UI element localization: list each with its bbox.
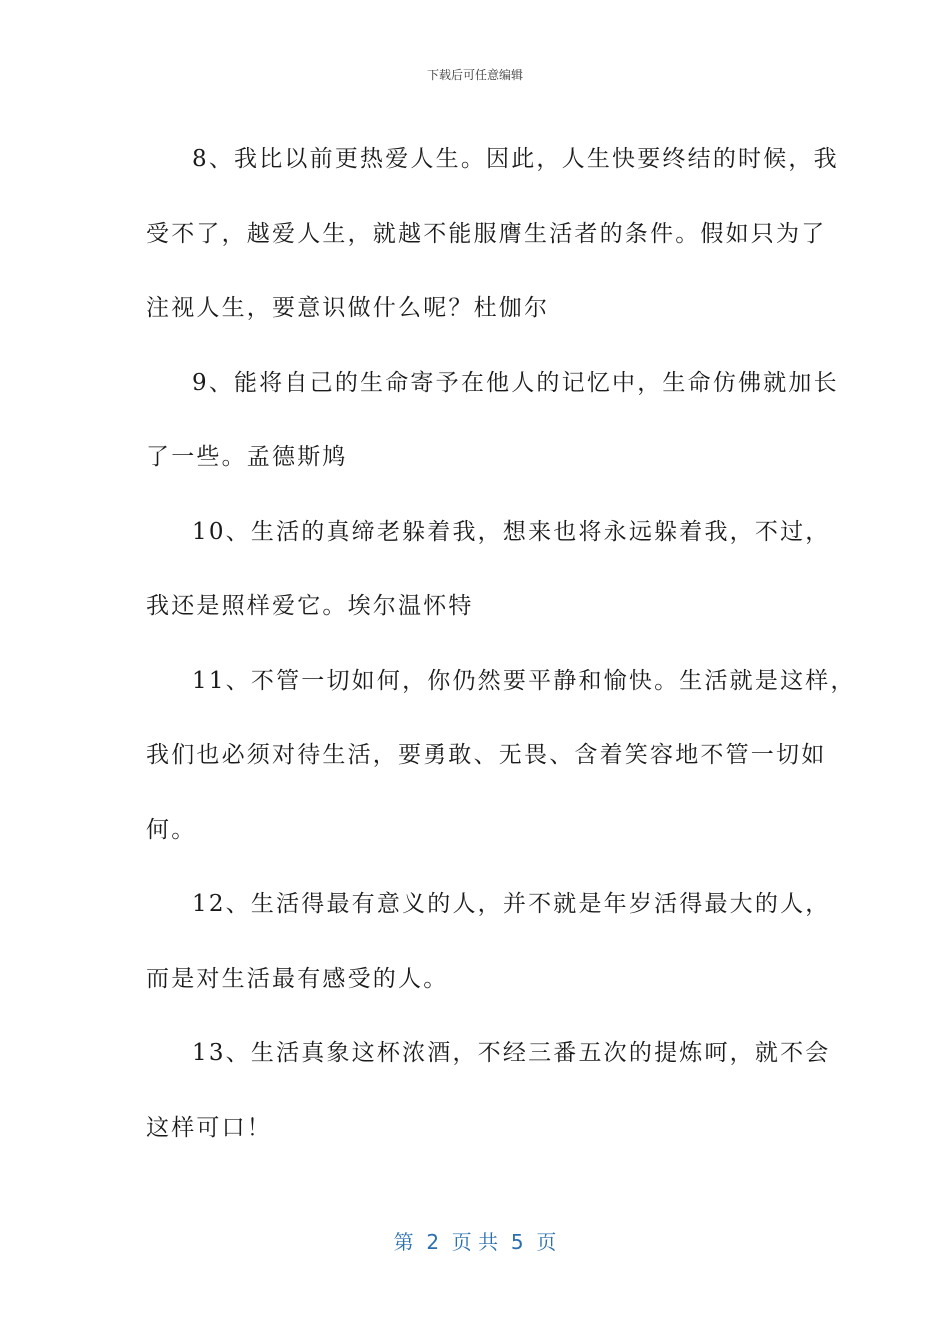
text-line: 了一些。孟德斯鸠 <box>146 444 348 470</box>
text-line: 10、生活的真缔老躲着我，想来也将永远躲着我，不过， <box>192 518 831 545</box>
text-line: 注视人生，要意识做什么呢？杜伽尔 <box>146 295 550 321</box>
text-line: 9、能将自己的生命寄予在他人的记忆中，生命仿佛就加长 <box>192 369 839 396</box>
text-line: 13、生活真象这杯浓酒，不经三番五次的提炼呵，就不会 <box>192 1040 831 1066</box>
text-line: 11、不管一切如何，你仍然要平静和愉快。生活就是这样， <box>192 667 856 694</box>
text-line: 8、我比以前更热爱人生。因此，人生快要终结的时候，我 <box>192 146 839 172</box>
text-line: 我们也必须对待生活，要勇敢、无畏、含着笑容地不管一切如 <box>146 742 827 768</box>
page-footer: 第 2 页 共 5 页 <box>393 1230 557 1254</box>
text-line: 我还是照样爱它。埃尔温怀特 <box>146 593 474 619</box>
text-line: 而是对生活最有感受的人。 <box>146 965 449 992</box>
page-header: 下载后可任意编辑 <box>426 68 523 82</box>
text-line: 12、生活得最有意义的人，并不就是年岁活得最大的人， <box>192 891 831 917</box>
document-body <box>146 122 856 1165</box>
text-line: 受不了，越爱人生，就越不能服膺生活者的条件。假如只为了 <box>146 220 827 247</box>
text-line: 这样可口！ <box>146 1114 272 1141</box>
text-line: 何。 <box>146 816 197 843</box>
